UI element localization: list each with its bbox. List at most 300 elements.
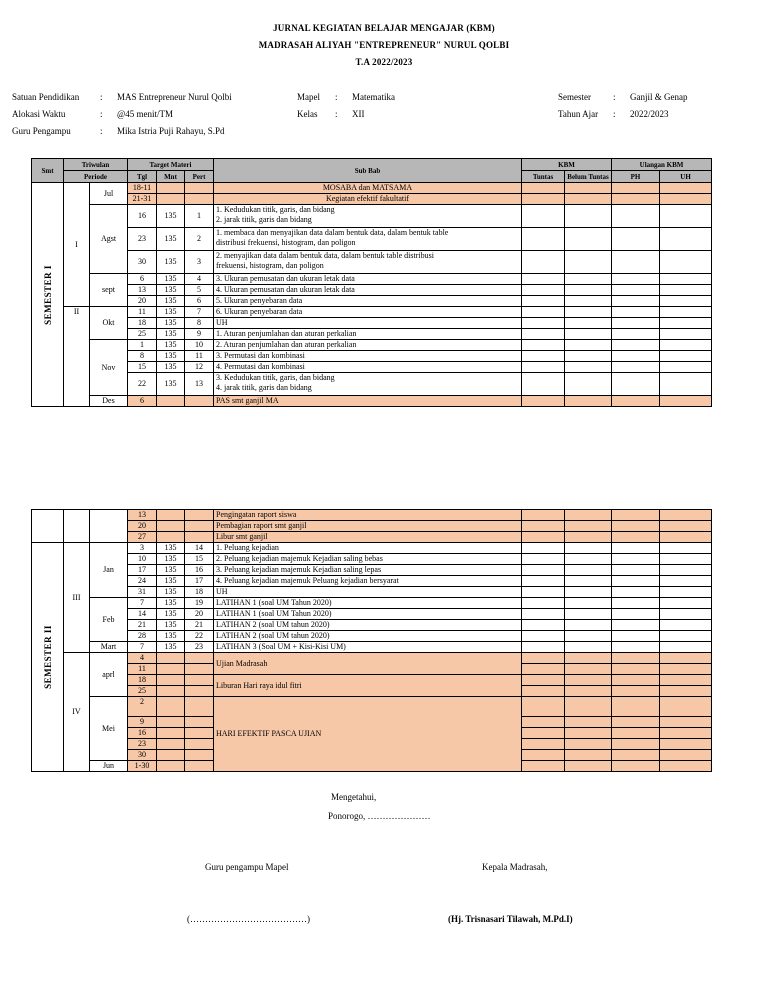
- tuntas-cell: [522, 521, 565, 532]
- uh-cell: [660, 686, 712, 697]
- table-row: [32, 183, 712, 194]
- table-row: [32, 274, 712, 285]
- sub-bab-cell: [214, 543, 522, 554]
- pert-cell: 7: [185, 307, 214, 318]
- belum-cell: [565, 642, 612, 653]
- table-row: [32, 351, 712, 362]
- tgl-cell: 25: [128, 329, 157, 340]
- semester-1-table: [31, 158, 712, 407]
- ph-cell: [612, 664, 660, 675]
- smt-cell: [32, 510, 64, 543]
- mnt-cell: 135: [157, 543, 185, 554]
- tgl-cell: 3: [128, 543, 157, 554]
- sub-bab-text-2: frekuensi, histogram, dan poligon: [216, 261, 324, 270]
- table-row: [32, 329, 712, 340]
- tuntas-cell: [522, 750, 565, 761]
- tuntas-cell: [522, 761, 565, 772]
- table-row: [32, 318, 712, 329]
- tuntas-cell: [522, 664, 565, 675]
- belum-cell: [565, 554, 612, 565]
- tuntas-cell: [522, 396, 565, 407]
- tuntas-cell: [522, 510, 565, 521]
- uh-cell: [660, 274, 712, 285]
- pert-cell: [185, 510, 214, 521]
- ph-cell: [612, 587, 660, 598]
- pert-cell: 4: [185, 274, 214, 285]
- belum-cell: [565, 675, 612, 686]
- tgl-cell: 2: [128, 697, 157, 717]
- table-row: [32, 296, 712, 307]
- uh-cell: [660, 194, 712, 205]
- table-row: [32, 620, 712, 631]
- ph-cell: [612, 373, 660, 396]
- mnt-cell: 135: [157, 296, 185, 307]
- semester-2-label: SEMESTER II: [42, 625, 53, 689]
- sub-bab-text: 3. Peluang kejadian majemuk Kejadian saling lepas: [216, 565, 382, 574]
- alokasi-label: Alokasi Waktu: [12, 109, 66, 119]
- satuan-value: MAS Entrepreneur Nurul Qolbi: [117, 92, 232, 102]
- belum-cell: [565, 543, 612, 554]
- table-row: [32, 598, 712, 609]
- pert-cell: [185, 697, 214, 717]
- header-tuntas: Tuntas: [522, 171, 565, 183]
- table-row: [32, 510, 712, 521]
- header-uh: UH: [660, 171, 712, 183]
- ph-cell: [612, 205, 660, 228]
- tuntas-cell: [522, 183, 565, 194]
- belum-cell: [565, 329, 612, 340]
- triwulan-cell: [64, 510, 90, 543]
- sub-bab-text: MOSABA dan MATSAMA: [322, 183, 413, 192]
- kepala-sign-name: (Hj. Trisnasari Tilawah, M.Pd.I): [448, 914, 573, 924]
- tgl-cell: 1: [128, 340, 157, 351]
- sub-bab-cell: [214, 609, 522, 620]
- tgl-cell: 15: [128, 362, 157, 373]
- table-row: [32, 194, 712, 205]
- ph-cell: [612, 543, 660, 554]
- table-row: [32, 373, 712, 396]
- pert-cell: 21: [185, 620, 214, 631]
- ph-cell: [612, 631, 660, 642]
- tgl-cell: 4: [128, 653, 157, 664]
- sub-bab-cell: [214, 587, 522, 598]
- belum-cell: [565, 307, 612, 318]
- mnt-cell: [157, 761, 185, 772]
- mnt-cell: 135: [157, 554, 185, 565]
- sub-bab-text: 4. Peluang kejadian majemuk Peluang kejadian bersyarat: [216, 576, 399, 585]
- tgl-cell: 17: [128, 565, 157, 576]
- uh-cell: [660, 318, 712, 329]
- uh-cell: [660, 642, 712, 653]
- uh-cell: [660, 285, 712, 296]
- table-row: [32, 521, 712, 532]
- mnt-cell: [157, 750, 185, 761]
- tuntas-cell: [522, 717, 565, 728]
- uh-cell: [660, 739, 712, 750]
- tgl-cell: 27: [128, 532, 157, 543]
- tuntas-cell: [522, 609, 565, 620]
- pert-cell: 14: [185, 543, 214, 554]
- mnt-cell: [157, 728, 185, 739]
- pert-cell: [185, 728, 214, 739]
- month-cell: Des: [90, 396, 128, 407]
- uh-cell: [660, 609, 712, 620]
- ph-cell: [612, 285, 660, 296]
- belum-cell: [565, 373, 612, 396]
- sub-bab-cell: [214, 565, 522, 576]
- sub-bab-cell: [214, 318, 522, 329]
- pert-cell: [185, 183, 214, 194]
- tgl-cell: 30: [128, 251, 157, 274]
- ph-cell: [612, 307, 660, 318]
- mnt-cell: [157, 183, 185, 194]
- belum-cell: [565, 565, 612, 576]
- mnt-cell: [157, 532, 185, 543]
- sub-bab-text: 1. Kedudukan titik, garis, dan bidang: [216, 205, 335, 214]
- uh-cell: [660, 717, 712, 728]
- tgl-cell: 13: [128, 285, 157, 296]
- guru-label: Guru Pengampu: [12, 126, 71, 136]
- belum-cell: [565, 576, 612, 587]
- tuntas-cell: [522, 285, 565, 296]
- mnt-cell: 135: [157, 642, 185, 653]
- ph-cell: [612, 642, 660, 653]
- triwulan-cell: IV: [64, 653, 90, 772]
- belum-cell: [565, 532, 612, 543]
- sub-bab-text: LATIHAN 2 (soal UM tahun 2020): [216, 620, 330, 629]
- belum-cell: [565, 728, 612, 739]
- table-row: [32, 609, 712, 620]
- colon: :: [613, 92, 616, 102]
- ph-cell: [612, 761, 660, 772]
- belum-cell: [565, 686, 612, 697]
- guru-sign-label: Guru pengampu Mapel: [205, 862, 289, 872]
- table-row: [32, 576, 712, 587]
- uh-cell: [660, 532, 712, 543]
- semester-label: Semester: [558, 92, 591, 102]
- table-row: [32, 532, 712, 543]
- uh-cell: [660, 631, 712, 642]
- tuntas-cell: [522, 251, 565, 274]
- sub-bab-text: 3. Permutasi dan kombinasi: [216, 351, 305, 360]
- mnt-cell: 135: [157, 251, 185, 274]
- sub-bab-cell: Pengingatan raport siswa: [214, 510, 522, 521]
- tuntas-cell: [522, 739, 565, 750]
- tgl-cell: 7: [128, 598, 157, 609]
- month-cell: Jun: [90, 761, 128, 772]
- belum-cell: [565, 739, 612, 750]
- pert-cell: 16: [185, 565, 214, 576]
- tuntas-cell: [522, 307, 565, 318]
- sub-bab-cell: [214, 285, 522, 296]
- pert-cell: 3: [185, 251, 214, 274]
- month-cell: Feb: [90, 598, 128, 642]
- tuntas-cell: [522, 362, 565, 373]
- table-row: [32, 285, 712, 296]
- sub-bab-cell: [214, 631, 522, 642]
- ph-cell: [612, 598, 660, 609]
- mnt-cell: 135: [157, 340, 185, 351]
- ph-cell: [612, 717, 660, 728]
- month-cell: Mart: [90, 642, 128, 653]
- sub-bab-text: UH: [216, 318, 228, 327]
- sub-bab-text-2: distribusi frekuensi, histogram, dan poligon: [216, 238, 356, 247]
- month-cell: Mei: [90, 697, 128, 761]
- table-row: [32, 697, 712, 717]
- mnt-cell: [157, 194, 185, 205]
- sub-bab-text: 6. Ukuran penyebaran data: [216, 307, 303, 316]
- ph-cell: [612, 251, 660, 274]
- belum-cell: [565, 717, 612, 728]
- pert-cell: 6: [185, 296, 214, 307]
- mnt-cell: [157, 675, 185, 686]
- header-target: Target Materi: [128, 159, 214, 171]
- belum-cell: [565, 194, 612, 205]
- tahun-value: 2022/2023: [630, 109, 669, 119]
- belum-cell: [565, 750, 612, 761]
- ph-cell: [612, 362, 660, 373]
- tgl-cell: 11: [128, 664, 157, 675]
- pert-cell: 13: [185, 373, 214, 396]
- uh-cell: [660, 620, 712, 631]
- ph-cell: [612, 296, 660, 307]
- pert-cell: 10: [185, 340, 214, 351]
- tgl-cell: 6: [128, 396, 157, 407]
- mnt-cell: [157, 697, 185, 717]
- ph-cell: [612, 274, 660, 285]
- pert-cell: 2: [185, 228, 214, 251]
- belum-cell: [565, 510, 612, 521]
- table-row: [32, 554, 712, 565]
- sub-bab-text: 3. Kedudukan titik, garis, dan bidang: [216, 373, 335, 382]
- colon: :: [613, 109, 616, 119]
- uh-cell: [660, 205, 712, 228]
- tgl-cell: 18-11: [128, 183, 157, 194]
- belum-cell: [565, 362, 612, 373]
- ph-cell: [612, 228, 660, 251]
- sub-bab-cell: [214, 620, 522, 631]
- belum-cell: [565, 664, 612, 675]
- tuntas-cell: [522, 274, 565, 285]
- ph-cell: [612, 686, 660, 697]
- uh-cell: [660, 675, 712, 686]
- triwulan-cell: III: [64, 543, 90, 653]
- sub-bab-cell: [214, 228, 522, 251]
- tahun-label: Tahun Ajar: [558, 109, 599, 119]
- ph-cell: [612, 697, 660, 717]
- tuntas-cell: [522, 329, 565, 340]
- tgl-cell: 23: [128, 228, 157, 251]
- sub-bab-cell: Pembagian raport smt ganjil: [214, 521, 522, 532]
- uh-cell: [660, 565, 712, 576]
- uh-cell: [660, 554, 712, 565]
- mnt-cell: 135: [157, 205, 185, 228]
- tuntas-cell: [522, 728, 565, 739]
- mnt-cell: 135: [157, 620, 185, 631]
- pert-cell: 15: [185, 554, 214, 565]
- uh-cell: [660, 761, 712, 772]
- triwulan-cell: II: [64, 307, 90, 407]
- table-row: [32, 396, 712, 407]
- colon: :: [335, 109, 338, 119]
- sub-bab-text: 3. Ukuran pemusatan dan ukuran letak data: [216, 274, 355, 283]
- tgl-cell: 21: [128, 620, 157, 631]
- tuntas-cell: [522, 554, 565, 565]
- header-smt: Smt: [32, 159, 64, 183]
- belum-cell: [565, 761, 612, 772]
- tgl-cell: 20: [128, 521, 157, 532]
- tuntas-cell: [522, 686, 565, 697]
- tuntas-cell: [522, 631, 565, 642]
- tuntas-cell: [522, 598, 565, 609]
- academic-year: T.A 2022/2023: [355, 57, 413, 67]
- sub-bab-cell: [214, 194, 522, 205]
- ph-cell: [612, 510, 660, 521]
- tgl-cell: 31: [128, 587, 157, 598]
- tgl-cell: 28: [128, 631, 157, 642]
- ph-cell: [612, 609, 660, 620]
- belum-cell: [565, 351, 612, 362]
- efektif-cell: HARI EFEKTIF PASCA UJIAN: [214, 697, 522, 772]
- header-triwulan: Triwulan: [64, 159, 128, 171]
- sub-bab-text: 2. Peluang kejadian majemuk Kejadian saling bebas: [216, 554, 383, 563]
- semester-2: [32, 543, 64, 772]
- sub-bab-text: LATIHAN 2 (soal UM tahun 2020): [216, 631, 330, 640]
- tuntas-cell: [522, 653, 565, 664]
- pert-cell: 12: [185, 362, 214, 373]
- alokasi-value: @45 menit/TM: [117, 109, 174, 119]
- place-date: Ponorogo, …………………: [328, 811, 431, 821]
- pert-cell: 20: [185, 609, 214, 620]
- pert-cell: 17: [185, 576, 214, 587]
- pert-cell: [185, 396, 214, 407]
- table-row: [32, 653, 712, 664]
- tgl-cell: 13: [128, 510, 157, 521]
- mnt-cell: [157, 686, 185, 697]
- mnt-cell: 135: [157, 373, 185, 396]
- pert-cell: [185, 686, 214, 697]
- uh-cell: [660, 728, 712, 739]
- sub-bab-text: 1. membaca dan menyajikan data dalam bentuk data, dalam bentuk table: [216, 228, 449, 237]
- belum-cell: [565, 396, 612, 407]
- belum-cell: [565, 228, 612, 251]
- sub-bab-text: 4. Permutasi dan kombinasi: [216, 362, 305, 371]
- tgl-cell: 18: [128, 675, 157, 686]
- ph-cell: [612, 340, 660, 351]
- ph-cell: [612, 750, 660, 761]
- sub-bab-cell: [214, 373, 522, 396]
- tgl-cell: 20: [128, 296, 157, 307]
- header-belum: Belum Tuntas: [565, 171, 612, 183]
- uh-cell: [660, 750, 712, 761]
- sub-bab-text-2: 4. jarak titik, garis dan bidang: [216, 383, 312, 392]
- guru-value: Mika Istria Puji Rahayu, S.Pd: [117, 126, 225, 136]
- table-row: [32, 631, 712, 642]
- sub-bab-text: 5. Ukuran penyebaran data: [216, 296, 303, 305]
- uh-cell: [660, 587, 712, 598]
- mnt-cell: 135: [157, 329, 185, 340]
- sub-bab-text-2: 2. jarak titik, garis dan bidang: [216, 215, 312, 224]
- sub-bab-cell: [214, 396, 522, 407]
- uh-cell: [660, 521, 712, 532]
- tgl-cell: 23: [128, 739, 157, 750]
- tgl-cell: 16: [128, 728, 157, 739]
- ph-cell: [612, 653, 660, 664]
- ph-cell: [612, 351, 660, 362]
- sub-bab-cell: [214, 329, 522, 340]
- mnt-cell: 135: [157, 631, 185, 642]
- uh-cell: [660, 329, 712, 340]
- semester-1: [32, 183, 64, 407]
- table-row: [32, 205, 712, 228]
- mnt-cell: 135: [157, 565, 185, 576]
- sub-bab-text: LATIHAN 1 (soal UM Tahun 2020): [216, 598, 332, 607]
- uh-cell: [660, 351, 712, 362]
- pert-cell: 22: [185, 631, 214, 642]
- satuan-label: Satuan Pendidikan: [12, 92, 80, 102]
- tuntas-cell: [522, 675, 565, 686]
- tgl-cell: 22: [128, 373, 157, 396]
- pert-cell: [185, 750, 214, 761]
- header-ph: PH: [612, 171, 660, 183]
- belum-cell: [565, 285, 612, 296]
- uh-cell: [660, 697, 712, 717]
- ph-cell: [612, 194, 660, 205]
- pert-cell: 11: [185, 351, 214, 362]
- sub-bab-cell: [214, 251, 522, 274]
- mapel-value: Matematika: [352, 92, 395, 102]
- table-row: [32, 251, 712, 274]
- month-cell: Jul: [90, 183, 128, 205]
- sub-bab-cell: [214, 205, 522, 228]
- sub-bab-cell: [214, 554, 522, 565]
- header-tgl: Tgl: [128, 171, 157, 183]
- header-periode: Periode: [64, 171, 128, 183]
- belum-cell: [565, 296, 612, 307]
- belum-cell: [565, 205, 612, 228]
- belum-cell: [565, 183, 612, 194]
- mnt-cell: 135: [157, 307, 185, 318]
- mnt-cell: 135: [157, 598, 185, 609]
- tgl-cell: 14: [128, 609, 157, 620]
- ph-cell: [612, 396, 660, 407]
- month-cell: Jan: [90, 543, 128, 598]
- pert-cell: 23: [185, 642, 214, 653]
- school-name: MADRASAH ALIYAH "ENTREPRENEUR" NURUL QOLBI: [258, 40, 510, 50]
- tuntas-cell: [522, 205, 565, 228]
- belum-cell: [565, 251, 612, 274]
- uh-cell: [660, 576, 712, 587]
- ph-cell: [612, 329, 660, 340]
- ph-cell: [612, 620, 660, 631]
- mnt-cell: 135: [157, 228, 185, 251]
- sub-bab-text: PAS smt ganjil MA: [216, 396, 279, 405]
- belum-cell: [565, 521, 612, 532]
- sub-bab-cell: [214, 307, 522, 318]
- pert-cell: 1: [185, 205, 214, 228]
- sub-bab-text: 1. Aturan penjumlahan dan aturan perkalian: [216, 329, 357, 338]
- ph-cell: [612, 739, 660, 750]
- mnt-cell: 135: [157, 318, 185, 329]
- ph-cell: [612, 728, 660, 739]
- tuntas-cell: [522, 697, 565, 717]
- mnt-cell: [157, 664, 185, 675]
- table-row: [32, 543, 712, 554]
- sub-bab-text: UH: [216, 587, 228, 596]
- tuntas-cell: [522, 373, 565, 396]
- tgl-cell: 6: [128, 274, 157, 285]
- tgl-cell: 11: [128, 307, 157, 318]
